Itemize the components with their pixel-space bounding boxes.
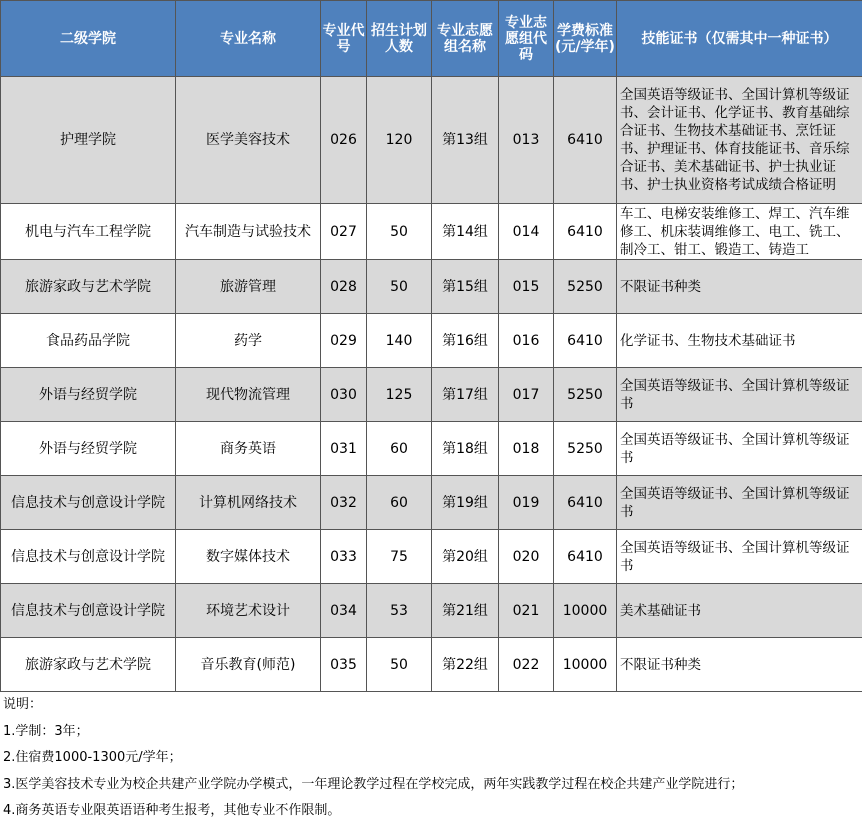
major-cell: 药学 [176,314,321,368]
table-row [1,368,862,422]
fee-cell: 6410 [554,77,617,204]
major-cell: 现代物流管理 [176,368,321,422]
notes-title: 说明： [3,697,43,712]
group-name-cell: 第13组 [432,77,499,204]
group-code-cell: 022 [499,638,554,692]
group-code-cell: 018 [499,422,554,476]
plan-cell: 60 [367,476,432,530]
fee-cell: 6410 [554,204,617,260]
group-name-cell: 第20组 [432,530,499,584]
group-code-cell: 021 [499,584,554,638]
college-cell: 护理学院 [1,77,176,204]
group-name-cell: 第21组 [432,584,499,638]
certificate-cell: 车工、电梯安装维修工、焊工、汽车维修工、机床装调维修工、电工、铣工、制冷工、钳工、锻造工、铸造工 [617,204,862,260]
college-cell: 信息技术与创意设计学院 [1,584,176,638]
group-name-cell: 第16组 [432,314,499,368]
group-name-cell: 第19组 [432,476,499,530]
certificate-cell: 不限证书种类 [617,260,862,314]
group-code-cell: 014 [499,204,554,260]
code-cell: 035 [321,638,367,692]
plan-cell: 140 [367,314,432,368]
group-code-cell: 015 [499,260,554,314]
code-cell: 033 [321,530,367,584]
fee-cell: 5250 [554,422,617,476]
group-name-cell: 第17组 [432,368,499,422]
certificate-cell: 化学证书、生物技术基础证书 [617,314,862,368]
college-cell: 外语与经贸学院 [1,422,176,476]
plan-cell: 50 [367,638,432,692]
college-cell: 机电与汽车工程学院 [1,204,176,260]
code-cell: 031 [321,422,367,476]
group-name-cell: 第15组 [432,260,499,314]
table-row [1,314,862,368]
certificate-cell: 全国英语等级证书、全国计算机等级证书 [617,368,862,422]
table-row [1,476,862,530]
group-name-cell: 第18组 [432,422,499,476]
certificate-cell: 全国英语等级证书、全国计算机等级证书 [617,422,862,476]
code-cell: 030 [321,368,367,422]
certificate-cell: 全国英语等级证书、全国计算机等级证书、会计证书、化学证书、教育基础综合证书、生物技术基础证书、烹饪证书、护理证书、体育技能证书、音乐综合证书、美术基础证书、护士执业证书、护士执业资格考试成绩合格证明 [617,77,862,204]
plan-cell: 125 [367,368,432,422]
major-cell: 环境艺术设计 [176,584,321,638]
major-cell: 医学美容技术 [176,77,321,204]
college-cell: 旅游家政与艺术学院 [1,260,176,314]
note-item: 4.商务英语专业限英语语种考生报考，其他专业不作限制。 [3,803,341,818]
major-cell: 数字媒体技术 [176,530,321,584]
note-item: 1.学制：3年； [3,723,89,739]
notes-section [3,692,862,825]
major-cell: 旅游管理 [176,260,321,314]
header-certificate: 技能证书（仅需其中一种证书） [617,1,862,77]
college-cell: 信息技术与创意设计学院 [1,530,176,584]
code-cell: 026 [321,77,367,204]
table-row [1,638,862,692]
major-cell: 汽车制造与试验技术 [176,204,321,260]
table-row [1,77,862,204]
code-cell: 032 [321,476,367,530]
group-code-cell: 013 [499,77,554,204]
fee-cell: 5250 [554,260,617,314]
college-cell: 食品药品学院 [1,314,176,368]
plan-cell: 50 [367,204,432,260]
code-cell: 029 [321,314,367,368]
plan-cell: 53 [367,584,432,638]
fee-cell: 10000 [554,638,617,692]
table-header-row [1,1,862,77]
group-name-cell: 第22组 [432,638,499,692]
fee-cell: 6410 [554,476,617,530]
college-cell: 外语与经贸学院 [1,368,176,422]
college-cell: 旅游家政与艺术学院 [1,638,176,692]
code-cell: 034 [321,584,367,638]
table-row [1,584,862,638]
plan-cell: 60 [367,422,432,476]
table-row [1,422,862,476]
group-name-cell: 第14组 [432,204,499,260]
major-cell: 音乐教育(师范) [176,638,321,692]
header-code: 专业代号 [321,1,367,77]
header-group-code: 专业志愿组代码 [499,1,554,77]
certificate-cell: 全国英语等级证书、全国计算机等级证书 [617,530,862,584]
note-item: 2.住宿费1000-1300元/学年； [3,750,182,765]
group-code-cell: 017 [499,368,554,422]
certificate-cell: 全国英语等级证书、全国计算机等级证书 [617,476,862,530]
fee-cell: 5250 [554,368,617,422]
group-code-cell: 016 [499,314,554,368]
fee-cell: 6410 [554,530,617,584]
code-cell: 027 [321,204,367,260]
certificate-cell: 不限证书种类 [617,638,862,692]
table-row [1,260,862,314]
table-row [1,530,862,584]
certificate-cell: 美术基础证书 [617,584,862,638]
header-college: 二级学院 [1,1,176,77]
group-code-cell: 020 [499,530,554,584]
header-group-name: 专业志愿组名称 [432,1,499,77]
table-row [1,204,862,260]
plan-cell: 75 [367,530,432,584]
fee-cell: 10000 [554,584,617,638]
header-major: 专业名称 [176,1,321,77]
header-fee: 学费标准(元/学年) [554,1,617,77]
group-code-cell: 019 [499,476,554,530]
header-plan: 招生计划人数 [367,1,432,77]
major-cell: 商务英语 [176,422,321,476]
note-item: 3.医学美容技术专业为校企共建产业学院办学模式，一年理论教学过程在学校完成，两年实践教学过程在校企共建产业学院进行； [3,776,744,792]
plan-cell: 50 [367,260,432,314]
code-cell: 028 [321,260,367,314]
fee-cell: 6410 [554,314,617,368]
college-cell: 信息技术与创意设计学院 [1,476,176,530]
major-cell: 计算机网络技术 [176,476,321,530]
plan-cell: 120 [367,77,432,204]
